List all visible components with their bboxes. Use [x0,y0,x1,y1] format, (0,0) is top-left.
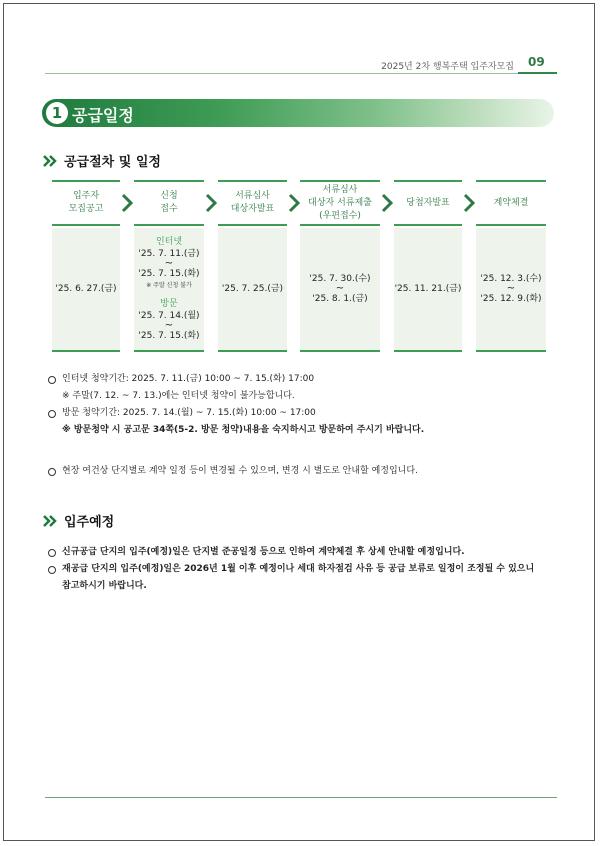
chevron-right-icon [121,193,133,213]
step-label: 대상자 서류제출 [308,197,372,208]
internet-label: 인터넷 [155,237,183,247]
circle-bullet-icon [48,549,56,557]
date-doc-submission [300,228,380,352]
date-value: '25. 11. 21.(금) [394,284,462,294]
page-number: 09 [528,55,545,69]
note-text: 재공급 단지의 입주(예정)일은 2026년 1월 이후 예정이나 세대 하자점검 사유 등 공급 보류로 일정이 조정될 수 있으니 [62,564,535,574]
circle-bullet-icon [48,566,56,574]
move-in-heading-text: 입주예정 [64,515,115,530]
note-item [48,544,560,561]
tilde: ~ [506,283,516,294]
tilde: ~ [164,258,174,269]
note-item [48,371,568,388]
note-subtext: ※ 방문청약 시 공고문 34쪽(5-2. 방문 청약)내용을 숙지하시고 방문하여 주시기 바랍니다. [62,425,425,435]
date-announcement [52,228,120,352]
note-text: 현장 여건상 단지별로 계약 일정 등이 변경될 수 있으며, 변경 시 별도로 안내할 예정입니다. [62,466,418,476]
chevron-right-icon [288,193,300,213]
move-in-notes [48,544,560,595]
note-item [48,561,560,578]
circle-bullet-icon [48,410,56,418]
schedule-notes [48,371,568,439]
date-value: '25. 6. 27.(금) [55,284,117,294]
step-label: 신청 [160,191,178,201]
weekend-note: ※ 주말 신청 불가 [146,282,192,289]
circle-bullet-icon [48,376,56,384]
header-divider-accent [518,72,557,74]
chevron-right-icon [381,193,393,213]
tilde: ~ [335,283,345,294]
date-value: '25. 8. 1.(금) [312,294,368,304]
step-doc-submission [300,180,380,226]
step-label: 대상자발표 [230,204,275,214]
circle-bullet-icon [48,468,56,476]
note-item [48,405,568,422]
step-label: 서류심사 [322,184,358,195]
date-contract [476,228,546,352]
step-application [134,180,204,226]
date-winner-announce [394,228,462,352]
date-value: '25. 7. 25.(금) [221,284,284,294]
header-doc-title: 2025년 2차 행복주택 입주자모집 [381,62,514,72]
note-text: 방문 청약기간: 2025. 7. 14.(월) ~ 7. 15.(화) 10:00 ~ 17:00 [62,408,316,418]
step-label: 당첨자발표 [406,197,450,208]
step-label: 접수 [160,204,178,214]
move-in-heading [42,511,114,530]
section-title: 공급일정 [72,106,134,125]
date-value: '25. 12. 3.(수) [480,274,542,284]
note-text: 신규공급 단지의 입주(예정)일은 단지별 준공일정 등으로 인하여 계약체결 후 상세 안내할 예정입니다. [62,547,465,557]
date-value: '25. 7. 14.(월) [138,311,200,321]
visit-label: 방문 [160,299,178,309]
schedule-heading-text: 공급절차 및 일정 [64,155,161,170]
step-label: 서류심사 [235,191,270,201]
note-subtext: 참고하시기 바랍니다. [62,581,147,591]
date-value: '25. 7. 30.(수) [309,274,371,284]
step-label: 모집공고 [68,204,104,214]
date-value: '25. 7. 15.(화) [138,331,200,341]
date-value: '25. 7. 11.(금) [138,249,200,259]
chevron-right-icon [205,193,217,213]
double-chevron-icon [42,515,58,527]
date-application [134,228,204,352]
date-value: '25. 12. 9.(화) [480,294,542,304]
footer-divider [45,797,557,798]
note-text: 인터넷 청약기간: 2025. 7. 11.(금) 10:00 ~ 7. 15.(화) 17:00 [62,374,315,384]
step-screening-announce [218,180,287,226]
step-label: (우편접수) [319,210,361,221]
change-notice [48,463,568,480]
double-chevron-icon [42,155,58,167]
step-label: 입주자 [72,191,100,201]
schedule-heading [42,151,161,170]
step-winner-announce [394,180,462,226]
step-contract [476,180,546,226]
note-item [48,463,568,480]
note-subtext: ※ 주말(7. 12. ~ 7. 13.)에는 인터넷 청약이 불가능합니다. [62,391,295,401]
step-announcement [52,180,120,226]
section-number-badge: 1 [46,102,68,124]
date-value: '25. 7. 15.(화) [138,269,200,279]
header-divider [45,73,557,74]
chevron-right-icon [463,193,475,213]
date-screening-announce [218,228,287,352]
step-label: 계약체결 [493,197,529,208]
tilde: ~ [164,320,174,331]
